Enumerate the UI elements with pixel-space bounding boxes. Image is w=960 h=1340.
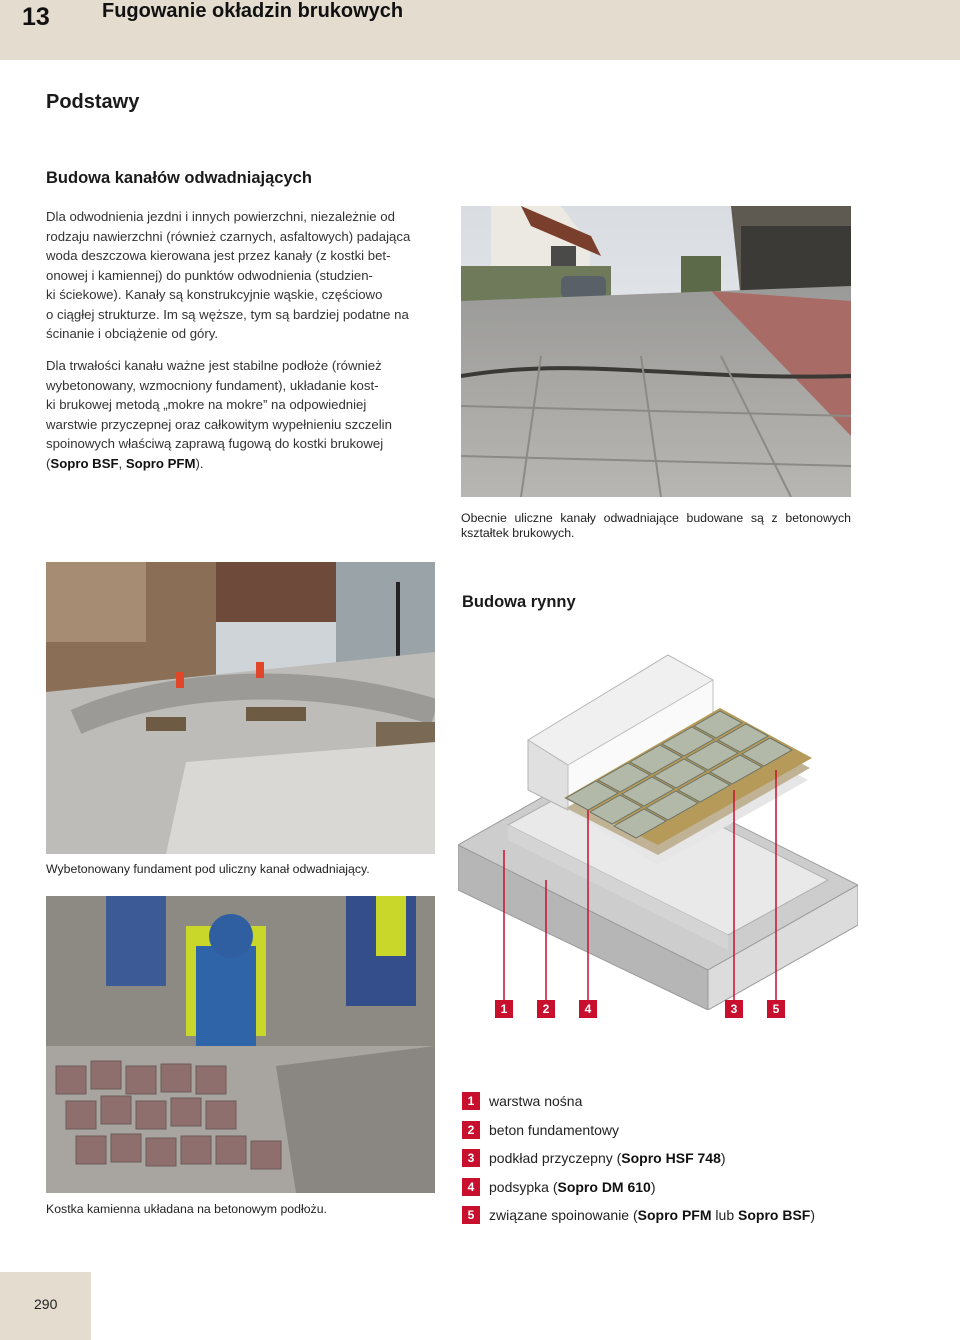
para2-close: ). xyxy=(195,455,204,471)
legend-close: ) xyxy=(810,1207,816,1224)
para2-open: ( xyxy=(46,455,51,471)
subtitle-gutter: Budowa rynny xyxy=(462,593,576,611)
para1-line: ścinanie i obciążenie od góry. xyxy=(46,326,219,341)
photo-stone-laying xyxy=(46,896,435,1193)
legend-text: warstwa nośna xyxy=(489,1093,583,1110)
legend-item xyxy=(462,1087,862,1116)
diagram-label-4: 4 xyxy=(579,1000,597,1018)
chapter-title: Fugowanie okładzin brukowych xyxy=(102,0,404,22)
gutter-cross-section-diagram xyxy=(458,650,858,1010)
stone-laying-image xyxy=(46,896,435,1193)
legend-item xyxy=(462,1173,862,1202)
diagram-label-3: 3 xyxy=(725,1000,743,1018)
para1-line: onowej i kamiennej) do punktów odwodnienia (studzien- xyxy=(46,267,373,283)
legend-text: podsypka ( xyxy=(489,1178,558,1195)
legend-text: podkład przyczepny ( xyxy=(489,1150,622,1167)
caption-foundation: Wybetonowany fundament pod uliczny kanał odwadniający. xyxy=(46,862,370,876)
caption-stone-laying: Kostka kamienna układana na betonowym podłożu. xyxy=(46,1202,327,1216)
product-sopro-bsf: Sopro BSF xyxy=(50,455,119,471)
legend-item xyxy=(462,1144,862,1173)
para2-line: wybetonowany, wzmocniony fundament), układanie kost- xyxy=(46,377,379,393)
legend-close: ) xyxy=(720,1150,726,1167)
legend-product: Sopro HSF 748 xyxy=(621,1150,721,1167)
legend-item xyxy=(462,1116,862,1145)
legend-text: związane spoinowanie ( xyxy=(489,1207,638,1224)
legend-product-2: Sopro BSF xyxy=(738,1207,811,1224)
legend-product: Sopro PFM xyxy=(637,1207,712,1224)
paragraph-2 xyxy=(46,356,434,473)
para2-sep: , xyxy=(118,455,126,471)
para2-line: warstwie przyczepnej oraz całkowitym wypełnieniu szczelin xyxy=(46,416,392,432)
legend-number: 3 xyxy=(462,1149,480,1167)
para1-line: rodzaju nawierzchni (również czarnych, asfaltowych) padająca xyxy=(46,228,411,244)
section-title: Podstawy xyxy=(46,91,140,113)
legend-close: ) xyxy=(650,1178,656,1195)
legend-item xyxy=(462,1201,862,1230)
legend-text: beton fundamentowy xyxy=(489,1121,619,1138)
photo-foundation xyxy=(46,562,435,854)
diagram-label-1: 1 xyxy=(495,1000,513,1018)
gutter-legend xyxy=(462,1087,862,1230)
para1-line: woda deszczowa kierowana jest przez kanały (z kostki bet- xyxy=(46,248,391,263)
para1-line: o ciągłej strukturze. Im są węższe, tym są bardziej podatne na xyxy=(46,306,409,322)
para1-line: Dla odwodnienia jezdni i innych powierzchni, niezależnie od xyxy=(46,209,395,224)
diagram-label-2: 2 xyxy=(537,1000,555,1018)
legend-number: 1 xyxy=(462,1092,480,1110)
product-sopro-pfm: Sopro PFM xyxy=(125,455,196,471)
legend-number: 2 xyxy=(462,1121,480,1139)
legend-product: Sopro DM 610 xyxy=(557,1178,651,1195)
para1-line: ki ściekowe). Kanały są konstrukcyjnie wąskie, częściowo xyxy=(46,287,383,302)
page-number: 290 xyxy=(34,1296,58,1312)
para2-line: ki brukowej metodą „mokre na mokre” na odpowiedniej xyxy=(46,397,367,412)
legend-number: 4 xyxy=(462,1178,480,1196)
diagram-label-5: 5 xyxy=(767,1000,785,1018)
gutter-diagram-svg xyxy=(458,650,858,1010)
subtitle-channels: Budowa kanałów odwadniających xyxy=(46,169,312,187)
legend-number: 5 xyxy=(462,1206,480,1224)
foundation-image xyxy=(46,562,435,854)
chapter-number: 13 xyxy=(22,3,50,31)
para2-line xyxy=(46,454,434,474)
legend-text-or: lub xyxy=(711,1207,738,1224)
caption-street-channel: Obecnie uliczne kanały odwadniające budowane są z betonowych kształtek brukowych. xyxy=(461,511,851,540)
para2-line: Dla trwałości kanału ważne jest stabilne podłoże (również xyxy=(46,358,382,373)
paragraph-1 xyxy=(46,207,434,344)
para2-line: spoinowych właściwą zaprawą fugową do kostki brukowej xyxy=(46,436,384,451)
street-channel-image xyxy=(461,206,851,497)
photo-street-channel xyxy=(461,206,851,497)
